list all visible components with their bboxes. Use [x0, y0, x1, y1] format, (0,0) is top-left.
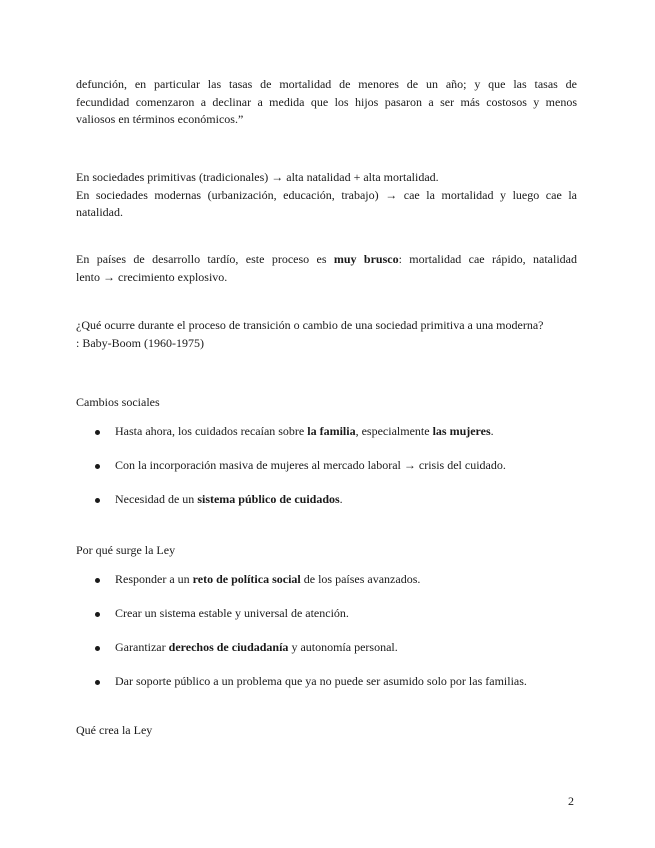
item-text: Dar soporte público a un problema que ya no puede ser asumido solo por las familias. — [115, 674, 527, 688]
item-text: , especialmente — [355, 424, 433, 438]
item-text: Necesidad de un — [115, 492, 198, 506]
item-text: . — [490, 424, 494, 438]
item-text: Hasta ahora, los cuidados recaían sobre — [115, 424, 308, 438]
late-development-line-1 — [76, 251, 577, 269]
section-heading-porque: Por qué surge la Ley — [76, 543, 176, 557]
item-text: y autonomía personal. — [288, 640, 398, 654]
bullet-icon — [95, 464, 100, 469]
section-heading-cambios: Cambios sociales — [76, 395, 160, 409]
item-bold-text: sistema público de cuidados — [197, 492, 340, 506]
modern-societies-line-2: natalidad. — [76, 205, 123, 219]
late-before-text: En países de desarrollo tardío, este proceso es — [76, 252, 334, 266]
question-paragraph — [76, 317, 577, 352]
item-text: Con la incorporación masiva de mujeres al mercado laboral → crisis del cuidado. — [115, 458, 506, 472]
item-text: de los países avanzados. — [300, 572, 421, 586]
item-bold-text: derechos de ciudadanía — [168, 640, 289, 654]
item-bold-text: reto de política social — [192, 572, 301, 586]
question-line-2: : Baby-Boom (1960-1975) — [76, 335, 204, 350]
late-after-text: : mortalidad cae rápido, natalidad — [398, 252, 577, 266]
item-text: . — [339, 492, 343, 506]
quote-line-2: fecundidad comenzaron a declinar a medida que los hijos pasaron a ser más costosos y menos — [76, 94, 577, 109]
primitive-societies-line: En sociedades primitivas (tradicionales) → alta natalidad + alta mortalidad. — [76, 170, 439, 184]
bullet-icon — [95, 578, 100, 583]
item-text: Responder a un — [115, 572, 193, 586]
modern-societies-line-1: En sociedades modernas (urbanización, educación, trabajo) → cae la mortalidad y luego cae la — [76, 187, 577, 202]
late-development-line-2: lento → crecimiento explosivo. — [76, 269, 228, 284]
question-line-1: ¿Qué ocurre durante el proceso de transición o cambio de una sociedad primitiva a una moderna? — [76, 318, 544, 332]
item-text: Garantizar — [115, 640, 169, 654]
bullet-icon — [95, 646, 100, 651]
late-bold-text: muy brusco — [333, 252, 399, 266]
item-bold-text: las mujeres — [432, 424, 491, 438]
bullet-icon — [95, 680, 100, 685]
section-heading-quecrea: Qué crea la Ley — [76, 723, 153, 737]
page-number: 2 — [568, 794, 574, 808]
item-text: Crear un sistema estable y universal de atención. — [115, 606, 349, 620]
item-bold-text: la familia — [307, 424, 356, 438]
bullet-icon — [95, 612, 100, 617]
quote-line-3: valiosos en términos económicos.” — [76, 112, 244, 126]
quote-line-1: defunción, en particular las tasas de mortalidad de menores de un año; y que las tasas de — [76, 77, 577, 91]
transition-paragraph — [76, 169, 577, 222]
bullet-icon — [95, 498, 100, 503]
quote-paragraph — [76, 76, 577, 129]
bullet-icon — [95, 430, 100, 435]
late-development-paragraph — [76, 251, 577, 286]
